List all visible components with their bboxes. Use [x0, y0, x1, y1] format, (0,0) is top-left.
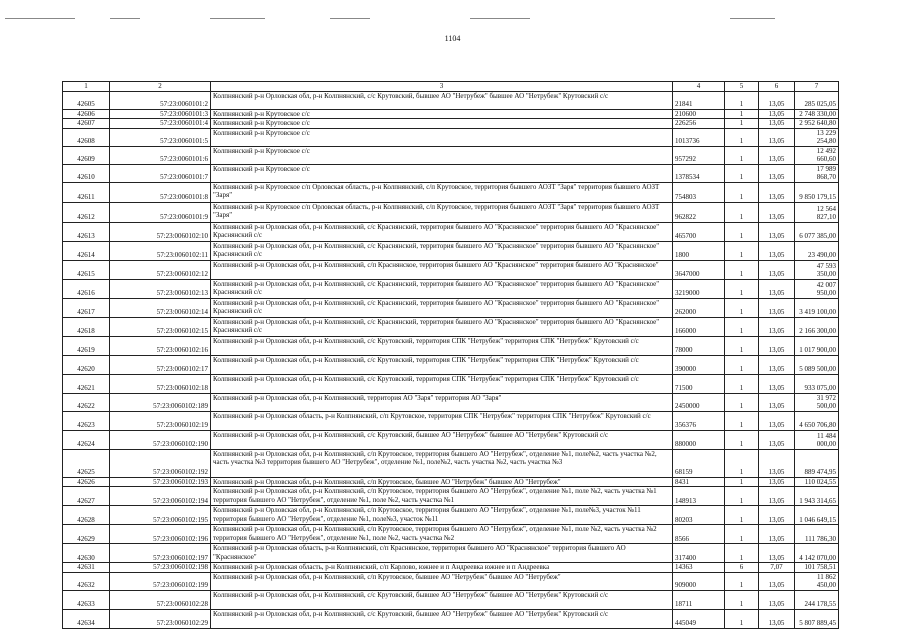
row-number: 42633 [63, 590, 110, 609]
rate-value: 13,05 [759, 449, 795, 477]
location-description: Колпнянский р-н Орловская обл, р-н Колпнянский, с/п Крутовское, территория бывшего АО "Нетрубеж", отделение №1, поле №2, часть участка №2 территория бывшего АО "Нетрубеж", отделение №1, поле №2, часть участка №2 [211, 525, 673, 544]
coefficient-value: 1 [725, 164, 759, 182]
location-description: Колпнянский р-н Орловская обл, р-н Колпнянский, с/с Краснянский, территория бывшего АО "Краснянское" территория бывшего АО "Краснянское" Краснянский с/с [211, 298, 673, 317]
row-number: 42611 [63, 182, 110, 202]
register-table [62, 81, 839, 629]
area-value: 3647000 [673, 260, 725, 279]
table-row [63, 487, 839, 506]
area-value: 880000 [673, 430, 725, 449]
cadastral-number: 57:23:0060102:18 [110, 374, 211, 393]
row-number: 42619 [63, 336, 110, 355]
row-number: 42623 [63, 411, 110, 430]
scan-speck [730, 18, 775, 19]
cadastral-value: 2 952 640,80 [795, 119, 839, 129]
row-number: 42606 [63, 109, 110, 119]
scan-speck [110, 18, 140, 19]
rate-value: 13,05 [759, 506, 795, 525]
rate-value: 7,07 [759, 563, 795, 573]
cadastral-number: 57:23:0060101:7 [110, 164, 211, 182]
cadastral-value: 2 748 330,00 [795, 109, 839, 119]
coefficient-value: 1 [725, 477, 759, 487]
rate-value: 13,05 [759, 109, 795, 119]
column-header: 6 [759, 82, 795, 92]
location-description: Колпнянский р-н Орловская обл, р-н Колпнянский, с/с Краснянский, территория бывшего АО "Краснянское" территория бывшего АО "Краснянское" Краснянский с/с [211, 279, 673, 298]
cadastral-number: 57:23:0060101:2 [110, 91, 211, 109]
cadastral-value: 17 989 868,70 [795, 164, 839, 182]
area-value: 210600 [673, 109, 725, 119]
location-description: Колпнянский р-н Крутовское с/п Орловская область, р-н Колпнянский, с/п Крутовское, территория бывшего АОЗТ "Заря" территория бывшего АОЗТ "Заря" [211, 202, 673, 222]
location-description: Колпнянский р-н Крутовское с/с [211, 146, 673, 164]
coefficient-value: 1 [725, 506, 759, 525]
row-number: 42627 [63, 487, 110, 506]
area-value: 962822 [673, 202, 725, 222]
table-row [63, 411, 839, 430]
location-description: Колпнянский р-н Орловская обл, р-н Колпнянский, с/с Краснянский, территория бывшего АО "Краснянское" территория бывшего АО "Краснянское" Краснянский с/с [211, 222, 673, 241]
location-description: Колпнянский р-н Орловская область, р-н Колпнянский, с/п Карлово, южнее и п Андреевка южнее и п Андреевка [211, 563, 673, 573]
rate-value: 13,05 [759, 128, 795, 146]
rate-value: 13,05 [759, 146, 795, 164]
location-description: Колпнянский р-н Орловская область, р-н Колпнянский, с/п Крутовское, территория СПК "Нетрубеж" территория СПК "Нетрубеж" Крутовский с/с [211, 411, 673, 430]
coefficient-value: 1 [725, 355, 759, 374]
row-number: 42608 [63, 128, 110, 146]
row-number: 42614 [63, 241, 110, 260]
table-row [63, 374, 839, 393]
cadastral-number: 57:23:0060102:11 [110, 241, 211, 260]
location-description: Колпнянский р-н Орловская обл, р-н Колпнянский, с/п Крутовское, территория бывшего АО "Нетрубеж", отделение №1, поле№3, участок №11 территория бывшего АО "Нетрубеж", отделение №1, поле№3, участок №11 [211, 506, 673, 525]
cadastral-number: 57:23:0060102:199 [110, 572, 211, 590]
coefficient-value: 1 [725, 119, 759, 129]
row-number: 42605 [63, 91, 110, 109]
cadastral-number: 57:23:0060102:10 [110, 222, 211, 241]
coefficient-value: 1 [725, 146, 759, 164]
cadastral-value: 110 024,55 [795, 477, 839, 487]
area-value: 21841 [673, 91, 725, 109]
row-number: 42632 [63, 572, 110, 590]
rate-value: 13,05 [759, 374, 795, 393]
coefficient-value: 6 [725, 563, 759, 573]
table-row [63, 182, 839, 202]
area-value: 18711 [673, 590, 725, 609]
location-description: Колпнянский р-н Орловская обл, р-н Колпнянский, с/с Краснянский, территория бывшего АО "Краснянское" территория бывшего АО "Краснянское" Краснянский с/с [211, 317, 673, 336]
coefficient-value: 1 [725, 572, 759, 590]
rate-value: 13,05 [759, 241, 795, 260]
table-row [63, 430, 839, 449]
row-number: 42625 [63, 449, 110, 477]
cadastral-number: 57:23:0060102:12 [110, 260, 211, 279]
table-row [63, 222, 839, 241]
cadastral-value: 23 490,00 [795, 241, 839, 260]
location-description: Колпнянский р-н Орловская обл, р-н Колпнянский, с/с Крутовский, территория СПК "Нетрубеж" территория СПК "Нетрубеж" Крутовский с/с [211, 336, 673, 355]
cadastral-number: 57:23:0060102:198 [110, 563, 211, 573]
location-description: Колпнянский р-н Орловская обл, р-н Колпнянский, с/с Крутовский, бывшее АО "Нетрубеж" бывшее АО "Нетрубеж" Крутовский с/с [211, 590, 673, 609]
rate-value: 13,05 [759, 572, 795, 590]
rate-value: 13,05 [759, 430, 795, 449]
row-number: 42624 [63, 430, 110, 449]
cadastral-number: 57:23:0060102:16 [110, 336, 211, 355]
area-value: 80203 [673, 506, 725, 525]
register-table-body [63, 82, 839, 629]
rate-value: 13,05 [759, 544, 795, 563]
coefficient-value: 1 [725, 393, 759, 411]
table-row [63, 572, 839, 590]
rate-value: 13,05 [759, 260, 795, 279]
coefficient-value: 1 [725, 241, 759, 260]
cadastral-number: 57:23:0060101:4 [110, 119, 211, 129]
cadastral-value: 3 419 100,00 [795, 298, 839, 317]
table-row [63, 563, 839, 573]
scan-speck [5, 18, 75, 19]
cadastral-value: 5 089 500,00 [795, 355, 839, 374]
row-number: 42628 [63, 506, 110, 525]
row-number: 42620 [63, 355, 110, 374]
coefficient-value: 1 [725, 128, 759, 146]
cadastral-value: 2 166 300,00 [795, 317, 839, 336]
coefficient-value: 1 [725, 449, 759, 477]
row-number: 42621 [63, 374, 110, 393]
location-description: Колпнянский р-н Крутовское с/с [211, 164, 673, 182]
area-value: 14363 [673, 563, 725, 573]
column-header: 4 [673, 82, 725, 92]
table-row [63, 449, 839, 477]
table-row [63, 609, 839, 628]
area-value: 356376 [673, 411, 725, 430]
coefficient-value: 1 [725, 279, 759, 298]
cadastral-value: 31 972 500,00 [795, 393, 839, 411]
cadastral-number: 57:23:0060101:5 [110, 128, 211, 146]
cadastral-number: 57:23:0060102:28 [110, 590, 211, 609]
column-header: 1 [63, 82, 110, 92]
cadastral-value: 1 017 900,00 [795, 336, 839, 355]
cadastral-value: 47 593 350,00 [795, 260, 839, 279]
row-number: 42617 [63, 298, 110, 317]
row-number: 42630 [63, 544, 110, 563]
scan-speck [470, 18, 530, 19]
row-number: 42613 [63, 222, 110, 241]
rate-value: 13,05 [759, 590, 795, 609]
row-number: 42612 [63, 202, 110, 222]
coefficient-value: 1 [725, 336, 759, 355]
header-row [63, 82, 839, 92]
cadastral-number: 57:23:0060102:13 [110, 279, 211, 298]
coefficient-value: 1 [725, 411, 759, 430]
location-description: Колпнянский р-н Крутовское с/с [211, 128, 673, 146]
coefficient-value: 1 [725, 317, 759, 336]
coefficient-value: 1 [725, 260, 759, 279]
cadastral-number: 57:23:0060102:29 [110, 609, 211, 628]
location-description: Колпнянский р-н Орловская обл, р-н Колпнянский, с/п Краснянское, территория бывшего АО "Краснянское" территория бывшего АО "Краснянское" [211, 260, 673, 279]
column-header: 5 [725, 82, 759, 92]
cadastral-value: 11 862 450,00 [795, 572, 839, 590]
area-value: 8566 [673, 525, 725, 544]
scan-speck [330, 18, 370, 19]
coefficient-value: 1 [725, 109, 759, 119]
area-value: 166000 [673, 317, 725, 336]
rate-value: 13,05 [759, 182, 795, 202]
coefficient-value: 1 [725, 222, 759, 241]
table-row [63, 393, 839, 411]
row-number: 42610 [63, 164, 110, 182]
table-row [63, 525, 839, 544]
location-description: Колпнянский р-н Орловская обл, р-н Колпнянский, с/п Крутовское, территория бывшего АО "Нетрубеж", отделение №1, поле№2, часть участка №2, часть участка №3 территория бывшего АО "Нетрубеж", отделение №1, поле№2, часть участка №2, часть участка №3 [211, 449, 673, 477]
table-row [63, 109, 839, 119]
area-value: 148913 [673, 487, 725, 506]
row-number: 42609 [63, 146, 110, 164]
cadastral-value: 4 650 706,80 [795, 411, 839, 430]
cadastral-value: 12 564 827,10 [795, 202, 839, 222]
rate-value: 13,05 [759, 411, 795, 430]
row-number: 42615 [63, 260, 110, 279]
row-number: 42626 [63, 477, 110, 487]
location-description: Колпнянский р-н Орловская обл, р-н Колпнянский, с/с Крутовский, бывшее АО "Нетрубеж" бывшее АО "Нетрубеж" Крутовский с/с [211, 91, 673, 109]
location-description: Колпнянский р-н Орловская обл, р-н Колпнянский, с/п Крутовское, бывшее АО "Нетрубеж" бывшее АО "Нетрубеж" [211, 477, 673, 487]
area-value: 465700 [673, 222, 725, 241]
location-description: Колпнянский р-н Орловская обл, р-н Колпнянский, с/с Крутовский, территория СПК "Нетрубеж" территория СПК "Нетрубеж" Крутовский с/с [211, 355, 673, 374]
coefficient-value: 1 [725, 430, 759, 449]
cadastral-number: 57:23:0060102:192 [110, 449, 211, 477]
row-number: 42631 [63, 563, 110, 573]
cadastral-number: 57:23:0060102:19 [110, 411, 211, 430]
cadastral-value: 1 046 649,15 [795, 506, 839, 525]
cadastral-value: 1 943 314,65 [795, 487, 839, 506]
area-value: 71500 [673, 374, 725, 393]
table-row [63, 317, 839, 336]
cadastral-number: 57:23:0060102:194 [110, 487, 211, 506]
column-header: 2 [110, 82, 211, 92]
rate-value: 13,05 [759, 393, 795, 411]
cadastral-value: 13 229 254,80 [795, 128, 839, 146]
cadastral-number: 57:23:0060101:9 [110, 202, 211, 222]
area-value: 226256 [673, 119, 725, 129]
cadastral-number: 57:23:0060102:197 [110, 544, 211, 563]
table-row [63, 477, 839, 487]
cadastral-value: 101 758,51 [795, 563, 839, 573]
rate-value: 13,05 [759, 164, 795, 182]
rate-value: 13,05 [759, 336, 795, 355]
row-number: 42616 [63, 279, 110, 298]
area-value: 390000 [673, 355, 725, 374]
area-value: 3219000 [673, 279, 725, 298]
table-row [63, 355, 839, 374]
area-value: 445049 [673, 609, 725, 628]
row-number: 42622 [63, 393, 110, 411]
cadastral-number: 57:23:0060102:196 [110, 525, 211, 544]
cadastral-number: 57:23:0060101:8 [110, 182, 211, 202]
table-row [63, 298, 839, 317]
area-value: 957292 [673, 146, 725, 164]
area-value: 78000 [673, 336, 725, 355]
cadastral-value: 6 077 385,00 [795, 222, 839, 241]
table-row [63, 506, 839, 525]
cadastral-number: 57:23:0060102:193 [110, 477, 211, 487]
cadastral-value: 111 786,30 [795, 525, 839, 544]
cadastral-value: 5 807 889,45 [795, 609, 839, 628]
cadastral-value: 11 484 000,00 [795, 430, 839, 449]
cadastral-value: 9 850 179,15 [795, 182, 839, 202]
area-value: 2450000 [673, 393, 725, 411]
table-row [63, 119, 839, 129]
cadastral-number: 57:23:0060102:195 [110, 506, 211, 525]
cadastral-number: 57:23:0060101:3 [110, 109, 211, 119]
rate-value: 13,05 [759, 222, 795, 241]
coefficient-value: 1 [725, 590, 759, 609]
area-value: 317400 [673, 544, 725, 563]
area-value: 1378534 [673, 164, 725, 182]
location-description: Колпнянский р-н Орловская обл, р-н Колпнянский, территория АО "Заря" территория АО "Заря" [211, 393, 673, 411]
location-description: Колпнянский р-н Крутовское с/с [211, 109, 673, 119]
coefficient-value: 1 [725, 544, 759, 563]
table-row [63, 202, 839, 222]
cadastral-number: 57:23:0060102:189 [110, 393, 211, 411]
row-number: 42618 [63, 317, 110, 336]
location-description: Колпнянский р-н Крутовское с/с [211, 119, 673, 129]
location-description: Колпнянский р-н Орловская обл, р-н Колпнянский, с/с Крутовский, бывшее АО "Нетрубеж" бывшее АО "Нетрубеж" Крутовский с/с [211, 609, 673, 628]
coefficient-value: 1 [725, 374, 759, 393]
cadastral-value: 933 075,00 [795, 374, 839, 393]
rate-value: 13,05 [759, 477, 795, 487]
area-value: 1013736 [673, 128, 725, 146]
area-value: 8431 [673, 477, 725, 487]
location-description: Колпнянский р-н Орловская обл, р-н Колпнянский, с/п Крутовское, территория бывшего АО "Нетрубеж", отделение №1, поле №2, часть участка №1 территория бывшего АО "Нетрубеж", отделение №1, поле №2, часть участка №1 [211, 487, 673, 506]
table-row [63, 164, 839, 182]
area-value: 68159 [673, 449, 725, 477]
location-description: Колпнянский р-н Орловская обл, р-н Колпнянский, с/п Крутовское, бывшее АО "Нетрубеж" бывшее АО "Нетрубеж" [211, 572, 673, 590]
cadastral-value: 285 025,05 [795, 91, 839, 109]
coefficient-value: 1 [725, 525, 759, 544]
row-number: 42629 [63, 525, 110, 544]
cadastral-value: 12 492 660,60 [795, 146, 839, 164]
cadastral-value: 889 474,95 [795, 449, 839, 477]
rate-value: 13,05 [759, 317, 795, 336]
rate-value: 13,05 [759, 609, 795, 628]
table-row [63, 241, 839, 260]
cadastral-number: 57:23:0060101:6 [110, 146, 211, 164]
cadastral-value: 42 007 950,00 [795, 279, 839, 298]
table-row [63, 260, 839, 279]
coefficient-value: 1 [725, 202, 759, 222]
column-header: 7 [795, 82, 839, 92]
rate-value: 13,05 [759, 91, 795, 109]
coefficient-value: 1 [725, 487, 759, 506]
rate-value: 13,05 [759, 279, 795, 298]
table-row [63, 544, 839, 563]
cadastral-number: 57:23:0060102:14 [110, 298, 211, 317]
location-description: Колпнянский р-н Орловская обл, р-н Колпнянский, с/с Краснянский, территория бывшего АО "Краснянское" территория бывшего АО "Краснянское" Краснянский с/с [211, 241, 673, 260]
table-row [63, 91, 839, 109]
table-row [63, 146, 839, 164]
coefficient-value: 1 [725, 609, 759, 628]
table-row [63, 336, 839, 355]
cadastral-number: 57:23:0060102:190 [110, 430, 211, 449]
rate-value: 13,05 [759, 525, 795, 544]
table-row [63, 128, 839, 146]
cadastral-value: 4 142 070,00 [795, 544, 839, 563]
page-number: 1104 [444, 34, 461, 43]
area-value: 1800 [673, 241, 725, 260]
cadastral-number: 57:23:0060102:17 [110, 355, 211, 374]
rate-value: 13,05 [759, 298, 795, 317]
cadastral-value: 244 178,55 [795, 590, 839, 609]
area-value: 909000 [673, 572, 725, 590]
area-value: 754803 [673, 182, 725, 202]
rate-value: 13,05 [759, 355, 795, 374]
coefficient-value: 1 [725, 298, 759, 317]
area-value: 262000 [673, 298, 725, 317]
rate-value: 13,05 [759, 119, 795, 129]
table-row [63, 279, 839, 298]
location-description: Колпнянский р-н Орловская обл, р-н Колпнянский, с/с Крутовский, бывшее АО "Нетрубеж" бывшее АО "Нетрубеж" Крутовский с/с [211, 430, 673, 449]
rate-value: 13,05 [759, 487, 795, 506]
row-number: 42607 [63, 119, 110, 129]
table-row [63, 590, 839, 609]
coefficient-value: 1 [725, 182, 759, 202]
location-description: Колпнянский р-н Орловская область, р-н Колпнянский, с/п Краснянское, территория бывшего АО "Краснянское" территория бывшего АО "Краснянское" [211, 544, 673, 563]
row-number: 42634 [63, 609, 110, 628]
rate-value: 13,05 [759, 202, 795, 222]
location-description: Колпнянский р-н Крутовское с/п Орловская область, р-н Колпнянский, с/п Крутовское, территория бывшего АОЗТ "Заря" территория бывшего АОЗТ "Заря" [211, 182, 673, 202]
location-description: Колпнянский р-н Орловская обл, р-н Колпнянский, с/с Крутовский, территория СПК "Нетрубеж" территория СПК "Нетрубеж" Крутовский с/с [211, 374, 673, 393]
scan-speck [210, 18, 265, 19]
column-header: 3 [211, 82, 673, 92]
cadastral-number: 57:23:0060102:15 [110, 317, 211, 336]
coefficient-value: 1 [725, 91, 759, 109]
